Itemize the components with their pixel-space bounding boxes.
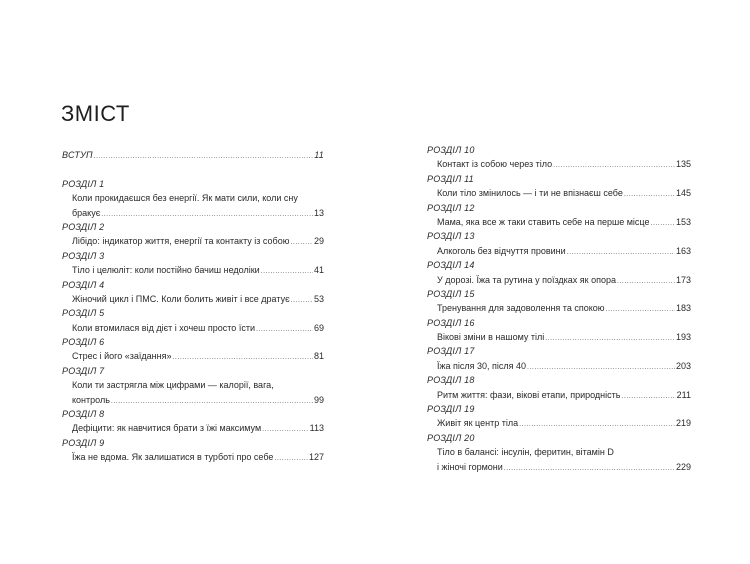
entry-title: і жіночі гормони [437,461,503,472]
entry-title: Ритм життя: фази, вікові етапи, природність [437,389,621,400]
page-number: 81 [313,351,324,362]
page-number: 135 [675,159,691,170]
page-number: 41 [313,265,324,276]
page-number: 69 [313,322,324,333]
section-label: РОЗДІЛ 14 [427,260,475,271]
section-label: РОЗДІЛ 12 [427,202,475,213]
section-label: РОЗДІЛ 18 [427,375,475,386]
section-label: РОЗДІЛ 8 [62,409,105,420]
dot-leader [504,462,675,474]
entry-title: Дефіцити: як навчитися брати з їжі максимум [72,423,262,434]
section-label: РОЗДІЛ 13 [427,231,475,242]
toc-entry [427,416,691,430]
entry-title: Тренування для задоволення та спокою [437,303,605,314]
dot-leader [617,275,675,287]
section-label: РОЗДІЛ 16 [427,317,475,328]
page-number: 145 [675,188,691,199]
entry-title: Живіт як центр тіла [437,418,519,429]
section-label: РОЗДІЛ 15 [427,288,475,299]
dot-leader [527,361,675,373]
section-label: РОЗДІЛ 3 [62,250,105,261]
dot-leader [261,265,313,277]
page-number: 193 [675,332,691,343]
dot-leader [94,150,313,162]
section-label: РОЗДІЛ 2 [62,221,105,232]
page-number: 203 [675,360,691,371]
dot-leader [111,395,313,407]
toc-entry [62,292,324,306]
dot-leader [172,351,313,363]
section-label: РОЗДІЛ 4 [62,279,105,290]
entry-title-line: Тіло в балансі: інсулін, феритин, вітамін D [437,447,614,458]
section-label: РОЗДІЛ 20 [427,432,475,443]
page-number: 127 [308,452,324,463]
section-label: РОЗДІЛ 10 [427,145,475,155]
page-number: 13 [313,207,324,218]
toc-entry [62,450,324,464]
entry-title: контроль [72,394,110,405]
intro-label: ВСТУП [62,150,93,160]
toc-entry [427,460,691,474]
toc-entry [427,215,691,229]
page-number: 219 [675,418,691,429]
intro-page: 11 [314,150,324,160]
toc-entry [62,321,324,335]
page-number: 99 [313,394,324,405]
entry-title-line: Коли прокидаєшся без енергії. Як мати сили, коли сну [72,193,298,204]
dot-leader [621,390,675,402]
dot-leader [256,323,313,335]
toc-entry [427,157,691,171]
page-number: 29 [313,236,324,247]
toc-right-column [427,143,691,474]
entry-title-line: Коли ти застрягла між цифрами — калорії, вага, [72,380,274,391]
entry-title: Коли втомилася від дієт і хочеш просто їсти [72,322,255,333]
page-number: 183 [675,303,691,314]
entry-title: бракує [72,207,101,218]
dot-leader [606,303,675,315]
page-number: 163 [675,245,691,256]
dot-leader [262,423,309,435]
entry-title: Жіночий цикл і ПМС. Коли болить живіт і все дратує [72,293,290,304]
page-number: 53 [313,293,324,304]
toc-entry [62,263,324,277]
toc-entry [427,359,691,373]
entry-title: Стрес і його «заїдання» [72,351,172,362]
entry-title: Контакт із собою через тіло [437,159,553,170]
dot-leader [624,188,675,200]
dot-leader [553,159,675,171]
section-label: РОЗДІЛ 19 [427,404,475,415]
dot-leader [545,332,675,344]
entry-title: Їжа після 30, після 40 [437,360,527,371]
toc-entry [427,301,691,315]
toc-entry [427,186,691,200]
dot-leader [291,294,313,306]
entry-title: Коли тіло змінилось — і ти не впізнаєш себе [437,188,623,199]
section-label: РОЗДІЛ 17 [427,346,475,357]
entry-title: Алкоголь без відчуття провини [437,245,566,256]
section-label: РОЗДІЛ 11 [427,173,474,184]
toc-entry [62,206,324,220]
toc-entry [427,273,691,287]
toc-intro [62,148,324,162]
section-label: РОЗДІЛ 9 [62,437,105,448]
page-number: 113 [309,423,324,434]
entry-title: Їжа не вдома. Як залишатися в турботі про себе [72,452,274,463]
toc-entry [62,349,324,363]
toc-entry [62,393,324,407]
spacer [62,162,324,176]
toc-left-column [62,148,324,465]
toc-entry [62,421,324,435]
toc-entry [427,330,691,344]
entry-title: Тіло і целюліт: коли постійно бачиш недоліки [72,265,260,276]
entry-title: Мама, яка все ж таки ставить себе на перше місце [437,216,650,227]
toc-entry [427,244,691,258]
section-label: РОЗДІЛ 1 [62,178,105,189]
dot-leader [650,217,675,229]
dot-leader [274,452,308,464]
dot-leader [519,418,675,430]
dot-leader [101,208,313,220]
toc-title: ЗМІСТ [61,101,130,126]
dot-leader [567,246,675,258]
page-number: 153 [675,216,691,227]
entry-title: Вікові зміни в нашому тілі [437,332,545,343]
dot-leader [290,236,313,248]
section-label: РОЗДІЛ 7 [62,365,105,376]
page-number: 211 [676,389,691,400]
page-number: 229 [675,461,691,472]
entry-title: Лібідо: індикатор життя, енергії та контакту із собою [72,236,290,247]
toc-entry [427,388,691,402]
page-number: 173 [675,274,691,285]
section-label: РОЗДІЛ 6 [62,337,105,348]
section-label: РОЗДІЛ 5 [62,308,105,319]
entry-title: У дорозі. Їжа та рутина у поїздках як опора [437,274,617,285]
toc-entry [62,234,324,248]
